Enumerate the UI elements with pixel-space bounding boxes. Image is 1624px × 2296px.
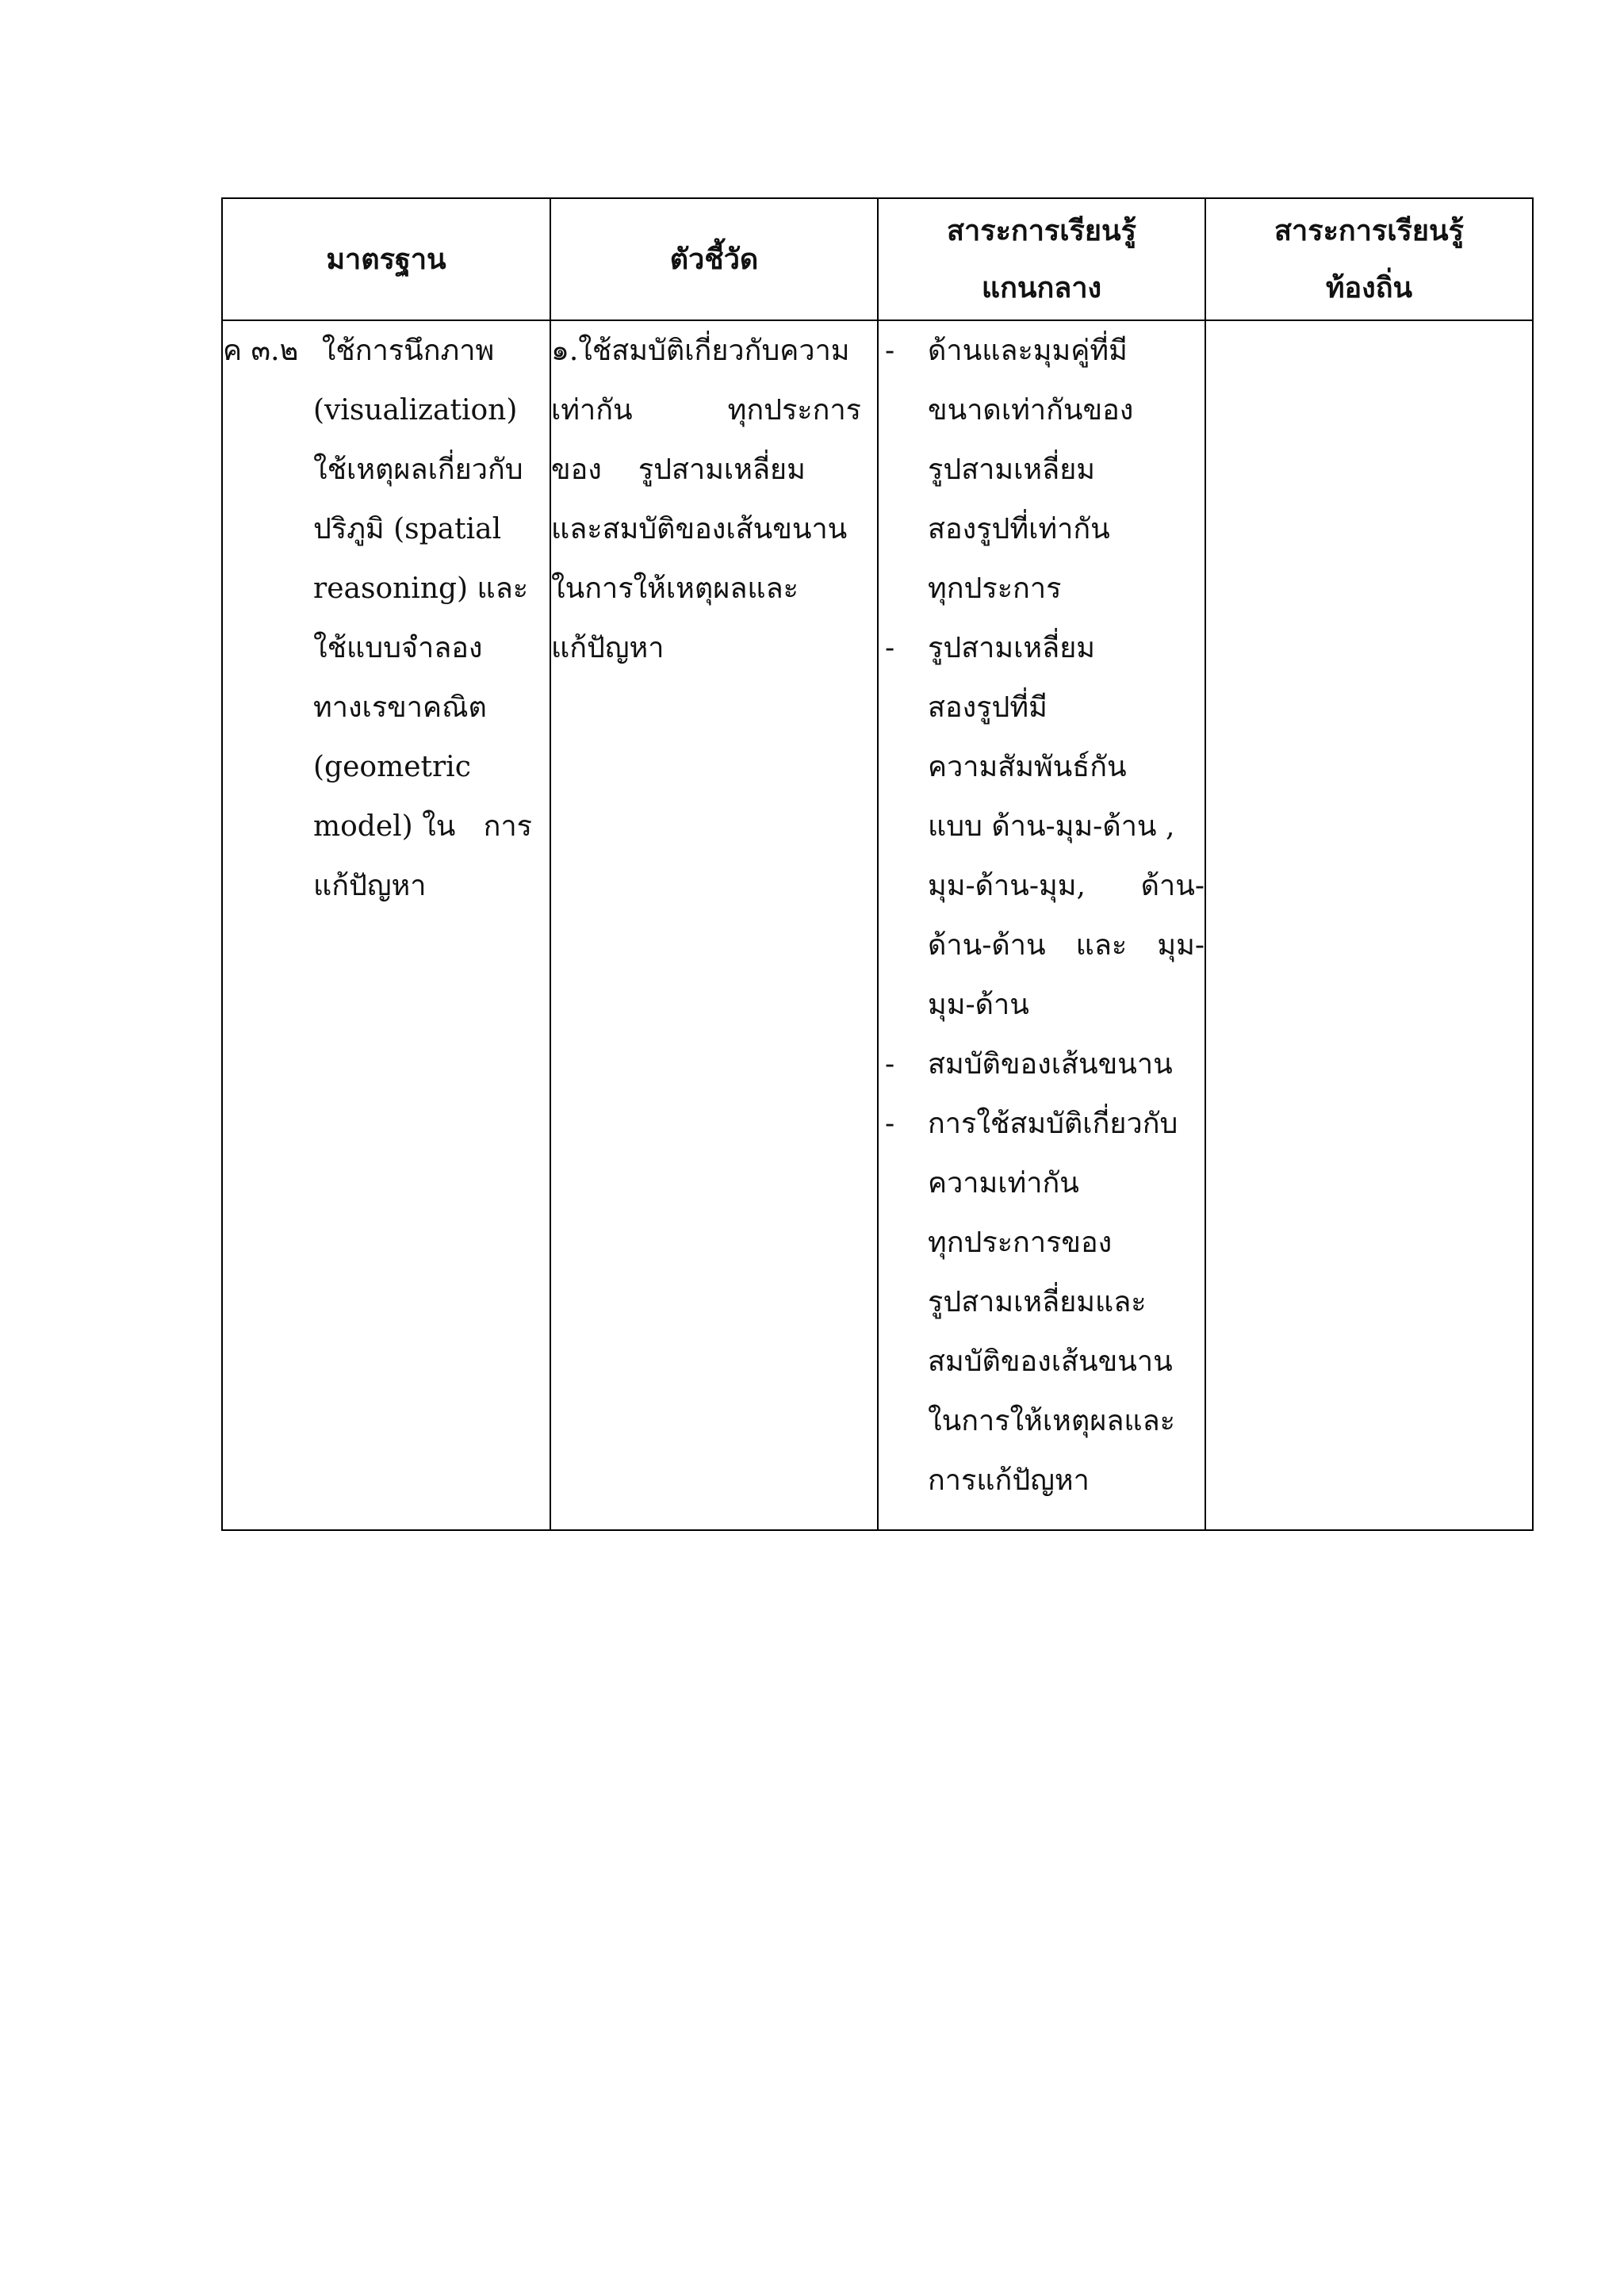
core-line: และ bbox=[1075, 929, 1128, 962]
standard-line: (visualization) bbox=[313, 394, 518, 427]
dash-bullet: - bbox=[885, 1048, 895, 1081]
list-item bbox=[879, 618, 1205, 1035]
core-line: แบบ ด้าน-มุม-ด้าน , bbox=[928, 810, 1175, 843]
header-core-content bbox=[878, 198, 1205, 320]
core-line: ในการให้เหตุผลและ bbox=[928, 1405, 1176, 1437]
standard-line: ทางเรขาคณิต bbox=[313, 691, 487, 724]
header-indicator bbox=[550, 198, 878, 320]
core-content-cell bbox=[878, 320, 1205, 1530]
standard-line: การ bbox=[483, 810, 532, 843]
list-item bbox=[879, 1094, 1205, 1510]
header-indicator-text: ตัวชี้วัด bbox=[669, 243, 759, 276]
standard-line: reasoning) และ bbox=[313, 572, 529, 605]
core-line: รูปสามเหลี่ยม bbox=[928, 632, 1096, 664]
core-content-list bbox=[879, 321, 1205, 1510]
core-line: การใช้สมบัติเกี่ยวกับ bbox=[928, 1108, 1178, 1140]
curriculum-table bbox=[221, 197, 1534, 1531]
table-row bbox=[222, 320, 1533, 1530]
header-local-content-line-2: ท้องถิ่น bbox=[1325, 271, 1413, 304]
dash-bullet: - bbox=[885, 1108, 895, 1140]
standard-line: ปริภูมิ (spatial bbox=[313, 513, 502, 545]
core-line: ความสัมพันธ์กัน bbox=[928, 751, 1127, 783]
header-local-content-line-1: สาระการเรียนรู้ bbox=[1274, 214, 1464, 247]
header-core-content-line-2: แกนกลาง bbox=[981, 271, 1102, 304]
indicator-line: ในการให้เหตุผลและ bbox=[551, 572, 799, 605]
core-line: ทุกประการ bbox=[928, 572, 1062, 605]
standard-line: ใช้แบบจำลอง bbox=[313, 632, 483, 664]
indicator-line: ๑.ใช้สมบัติเกี่ยวกับความ bbox=[551, 335, 850, 367]
indicator-line: ของ bbox=[551, 453, 602, 486]
indicator-line: เท่ากัน bbox=[551, 394, 633, 427]
core-line: รูปสามเหลี่ยมและ bbox=[928, 1286, 1147, 1318]
header-row bbox=[222, 198, 1533, 320]
core-line: รูปสามเหลี่ยม bbox=[928, 453, 1096, 486]
header-core-content-line-1: สาระการเรียนรู้ bbox=[947, 214, 1136, 247]
core-line: มุม-ด้าน bbox=[928, 989, 1029, 1021]
indicator-line: และสมบัติของเส้นขนาน bbox=[551, 513, 848, 545]
core-line: สองรูปที่เท่ากัน bbox=[928, 513, 1110, 545]
core-line: ด้าน-ด้าน bbox=[928, 929, 1046, 962]
dash-bullet: - bbox=[885, 335, 895, 367]
standard-line: แก้ปัญหา bbox=[313, 870, 427, 902]
standard-cell bbox=[222, 320, 550, 1530]
header-standard bbox=[222, 198, 550, 320]
core-line: สมบัติของเส้นขนาน bbox=[928, 1048, 1173, 1081]
core-line: สมบัติของเส้นขนาน bbox=[928, 1345, 1173, 1378]
core-line: มุม-ด้าน-มุม, bbox=[928, 870, 1086, 902]
core-line: ด้านและมุมคู่ที่มี bbox=[928, 335, 1128, 367]
standard-line: ใช้การนึกภาพ bbox=[321, 335, 495, 367]
table-header bbox=[222, 198, 1533, 320]
list-item bbox=[879, 1035, 1205, 1094]
indicator-line: ทุกประการ bbox=[727, 394, 861, 427]
header-standard-text: มาตรฐาน bbox=[326, 243, 446, 276]
core-line: ทุกประการของ bbox=[928, 1226, 1113, 1259]
standard-line: ใช้เหตุผลเกี่ยวกับ bbox=[313, 453, 523, 486]
core-line: การแก้ปัญหา bbox=[928, 1464, 1090, 1497]
core-line: สองรูปที่มี bbox=[928, 691, 1048, 724]
header-local-content bbox=[1205, 198, 1533, 320]
standard-line: (geometric bbox=[313, 751, 471, 783]
list-item bbox=[879, 321, 1205, 618]
indicator-line: รูปสามเหลี่ยม bbox=[638, 453, 806, 486]
standard-line: model) ใน bbox=[313, 810, 456, 843]
core-line: มุม- bbox=[1157, 929, 1205, 962]
indicator-cell bbox=[550, 320, 878, 1530]
local-content-cell bbox=[1205, 320, 1533, 1530]
indicator-line: แก้ปัญหา bbox=[551, 632, 665, 664]
table-body bbox=[222, 320, 1533, 1530]
core-line: ความเท่ากัน bbox=[928, 1167, 1079, 1200]
core-line: ขนาดเท่ากันของ bbox=[928, 394, 1134, 427]
core-line: ด้าน- bbox=[1140, 870, 1205, 902]
standard-code: ค ๓.๒ bbox=[223, 335, 299, 367]
dash-bullet: - bbox=[885, 632, 895, 664]
